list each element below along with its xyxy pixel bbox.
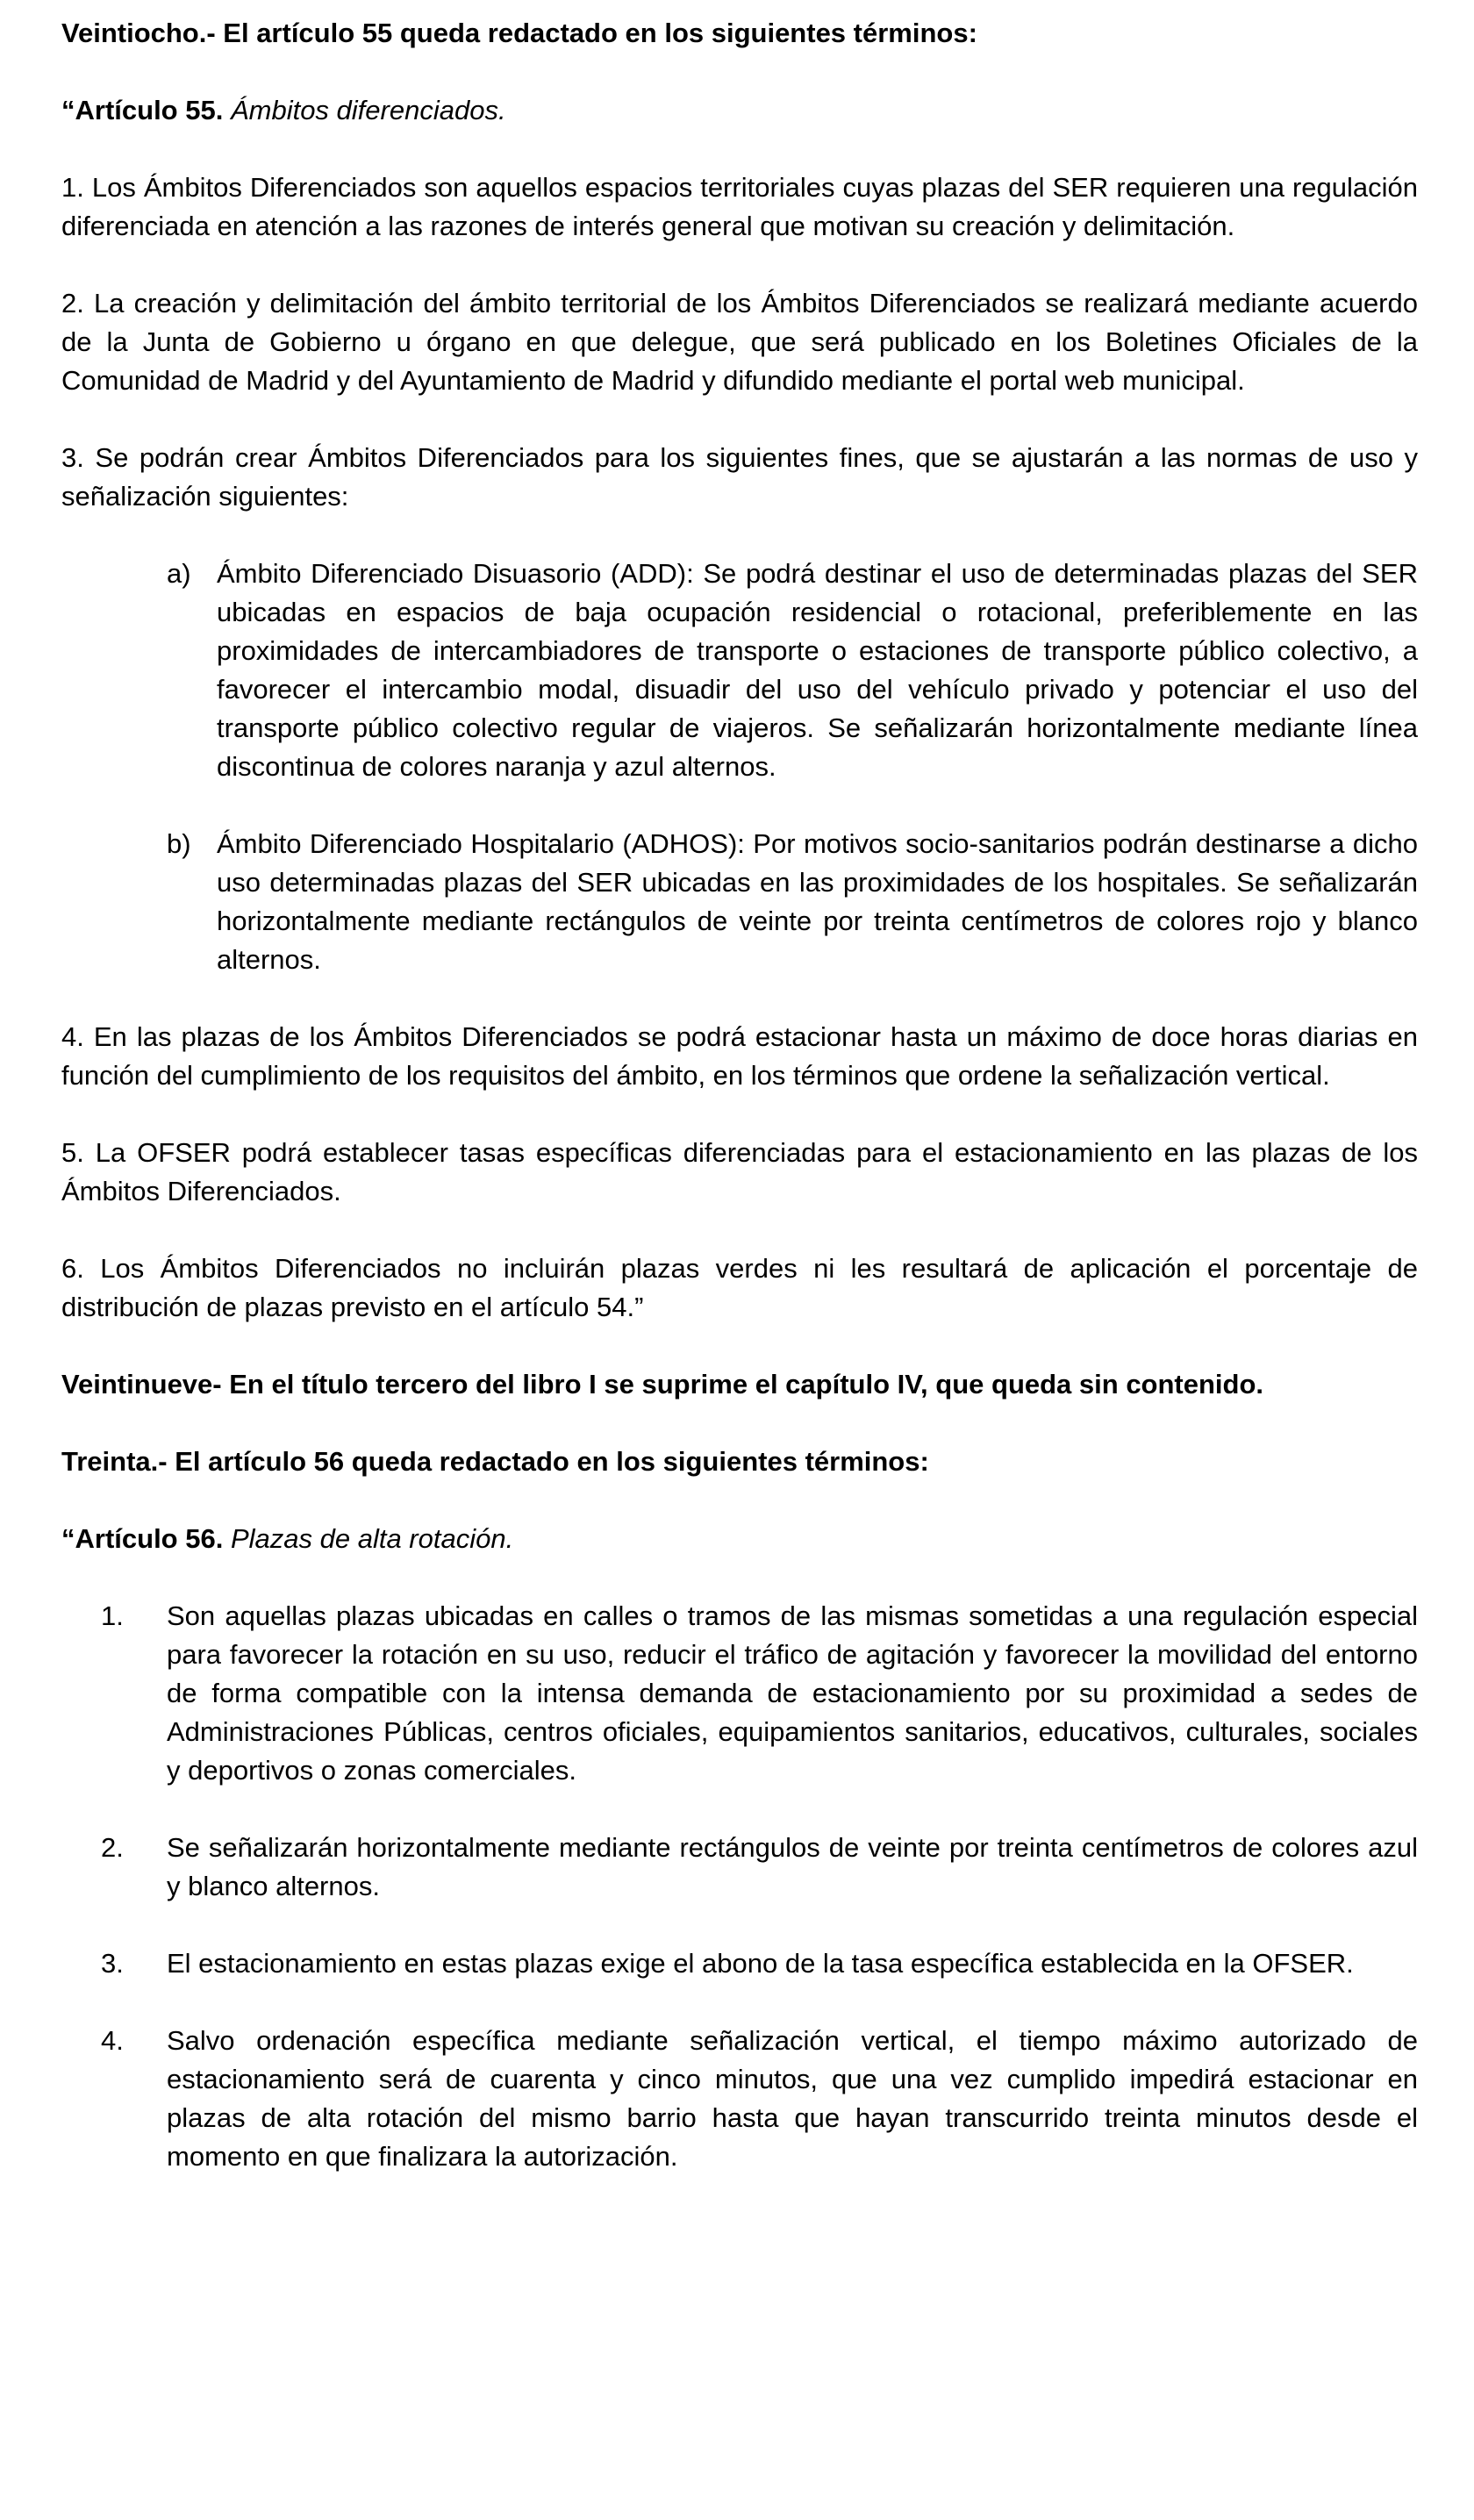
article-56-heading	[61, 1520, 1418, 1558]
list-item-a	[61, 555, 1418, 786]
article-55-title: Ámbitos diferenciados.	[230, 95, 506, 125]
numbered-item-1	[61, 1597, 1418, 1790]
numbered-item-2	[61, 1829, 1418, 1906]
article-55-label: “Artículo 55.	[61, 95, 224, 125]
article-55-paragraph-3: 3. Se podrán crear Ámbitos Diferenciados para los siguientes fines, que se ajustarán a las normas de uso y señalización siguientes:	[61, 442, 1418, 512]
list-item-b-marker: b)	[167, 828, 191, 859]
numbered-item-1-text: Son aquellas plazas ubicadas en calles o tramos de las mismas sometidas a una regulación especial para favorecer la rotación en su uso, reducir el tráfico de agitación y favorecer la movilidad del entorno de forma compatible con la intensa demanda de estacionamiento por su proximidad a sedes de Administraciones Públicas, centros oficiales, equipamientos sanitarios, educativos, culturales, sociales y deportivos o zonas comerciales.	[167, 1600, 1418, 1786]
article-56-label: “Artículo 56.	[61, 1523, 224, 1554]
numbered-item-2-text: Se señalizarán horizontalmente mediante rectángulos de veinte por treinta centímetros de colores azul y blanco alternos.	[167, 1832, 1418, 1901]
list-item-b-text: Ámbito Diferenciado Hospitalario (ADHOS): Por motivos socio-sanitarios podrán destinarse a dicho uso determinadas plazas del SER ubicadas en las proximidades de los hospitales. Se señalizarán horizontalmente mediante rectángulos de veinte por treinta centímetros de colores rojo y blanco alternos.	[217, 828, 1418, 975]
numbered-item-3	[61, 1944, 1418, 1983]
article-55-paragraph-2: 2. La creación y delimitación del ámbito territorial de los Ámbitos Diferenciados se realizará mediante acuerdo de la Junta de Gobierno u órgano en que delegue, que será publicado en los Boletines Oficiales de la Comunidad de Madrid y del Ayuntamiento de Madrid y difundido mediante el portal web municipal.	[61, 288, 1418, 396]
list-item-a-marker: a)	[167, 558, 191, 589]
numbered-item-3-text: El estacionamiento en estas plazas exige el abono de la tasa específica establecida en la OFSER.	[167, 1948, 1354, 1979]
article-55-heading	[61, 91, 1418, 130]
numbered-item-1-marker: 1.	[101, 1600, 124, 1631]
numbered-item-3-marker: 3.	[101, 1948, 124, 1979]
article-55-paragraph-4: 4. En las plazas de los Ámbitos Diferenciados se podrá estacionar hasta un máximo de doce horas diarias en función del cumplimiento de los requisitos del ámbito, en los términos que ordene la señalización vertical.	[61, 1021, 1418, 1091]
list-item-a-text: Ámbito Diferenciado Disuasorio (ADD): Se podrá destinar el uso de determinadas plazas del SER ubicadas en espacios de baja ocupación residencial o rotacional, preferiblemente en las proximidades de intercambiadores de transporte o estaciones de transporte público colectivo, a favorecer el intercambio modal, disuadir del uso del vehículo privado y potenciar el uso del transporte público colectivo regular de viajeros. Se señalizarán horizontalmente mediante línea discontinua de colores naranja y azul alternos.	[217, 558, 1418, 782]
article-56-title: Plazas de alta rotación.	[230, 1523, 514, 1554]
numbered-item-4-marker: 4.	[101, 2025, 124, 2056]
numbered-item-4	[61, 2022, 1418, 2176]
section-heading-veintiocho: Veintiocho.- El artículo 55 queda redactado en los siguientes términos:	[61, 18, 977, 48]
section-heading-treinta: Treinta.- El artículo 56 queda redactado en los siguientes términos:	[61, 1446, 929, 1477]
list-item-b	[61, 825, 1418, 979]
section-heading-veintinueve: Veintinueve- En el título tercero del libro I se suprime el capítulo IV, que queda sin contenido.	[61, 1369, 1264, 1400]
article-55-paragraph-6: 6. Los Ámbitos Diferenciados no incluirán plazas verdes ni les resultará de aplicación el porcentaje de distribución de plazas previsto en el artículo 54.”	[61, 1253, 1418, 1322]
numbered-item-2-marker: 2.	[101, 1832, 124, 1863]
article-55-paragraph-5: 5. La OFSER podrá establecer tasas específicas diferenciadas para el estacionamiento en las plazas de los Ámbitos Diferenciados.	[61, 1137, 1418, 1206]
article-55-paragraph-1: 1. Los Ámbitos Diferenciados son aquellos espacios territoriales cuyas plazas del SER requieren una regulación diferenciada en atención a las razones de interés general que motivan su creación y delimitación.	[61, 172, 1418, 241]
numbered-item-4-text: Salvo ordenación específica mediante señalización vertical, el tiempo máximo autorizado de estacionamiento será de cuarenta y cinco minutos, que una vez cumplido impedirá estacionar en plazas de alta rotación del mismo barrio hasta que hayan transcurrido treinta minutos desde el momento en que finalizara la autorización.	[167, 2025, 1418, 2172]
